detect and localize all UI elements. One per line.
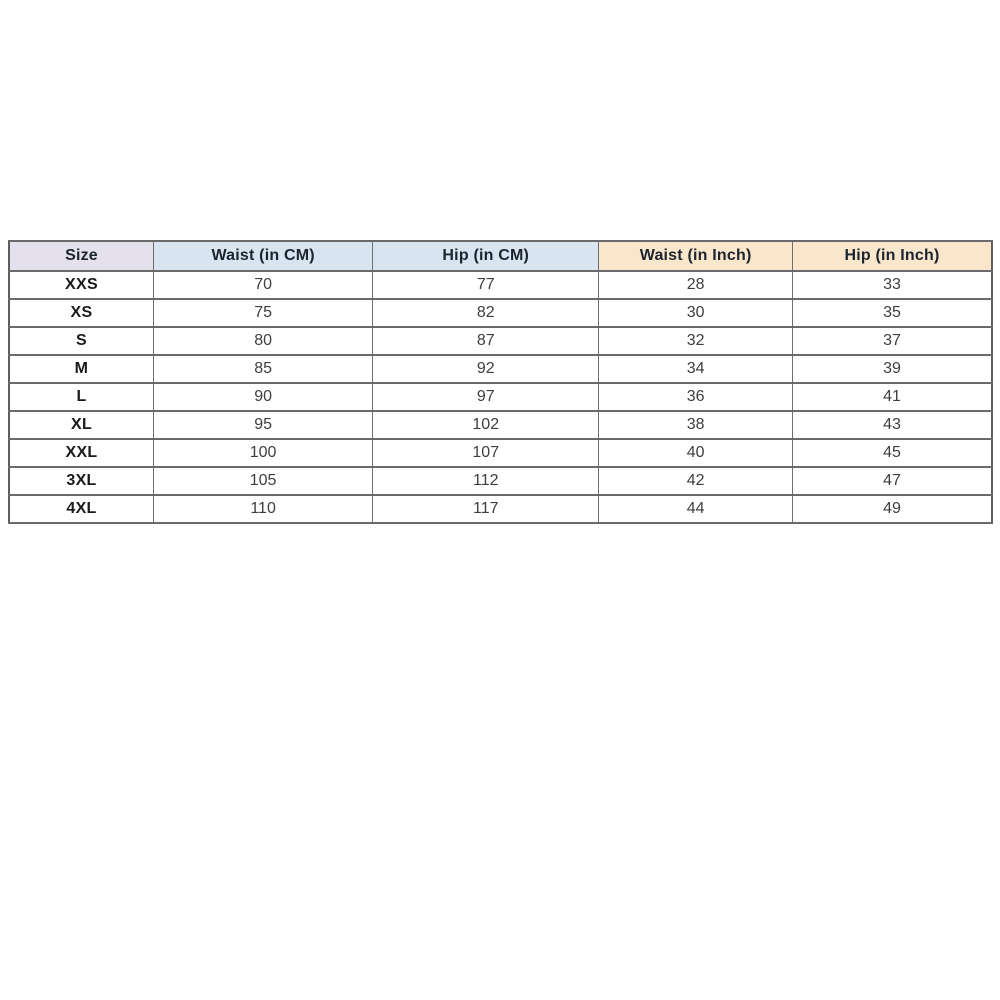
table-row: [9, 271, 992, 299]
cell-waist-inch: 28: [599, 271, 793, 299]
cell-hip-inch: 49: [792, 495, 992, 523]
cell-hip-cm: 117: [373, 495, 599, 523]
cell-waist-cm: 105: [154, 467, 373, 495]
header-row: [9, 241, 992, 271]
header-size: Size: [9, 241, 154, 271]
cell-hip-cm: 107: [373, 439, 599, 467]
cell-waist-cm: 100: [154, 439, 373, 467]
cell-size: XXL: [9, 439, 154, 467]
cell-waist-inch: 36: [599, 383, 793, 411]
cell-size: 4XL: [9, 495, 154, 523]
cell-waist-cm: 75: [154, 299, 373, 327]
table-row: [9, 439, 992, 467]
cell-hip-inch: 43: [792, 411, 992, 439]
cell-size: M: [9, 355, 154, 383]
cell-hip-inch: 33: [792, 271, 992, 299]
table-row: [9, 355, 992, 383]
cell-hip-cm: 82: [373, 299, 599, 327]
cell-waist-inch: 32: [599, 327, 793, 355]
header-waist-inch: Waist (in Inch): [599, 241, 793, 271]
cell-size: XS: [9, 299, 154, 327]
cell-waist-cm: 90: [154, 383, 373, 411]
table-row: [9, 299, 992, 327]
cell-hip-inch: 45: [792, 439, 992, 467]
cell-hip-inch: 39: [792, 355, 992, 383]
cell-hip-inch: 47: [792, 467, 992, 495]
header-hip-inch: Hip (in Inch): [792, 241, 992, 271]
cell-hip-cm: 92: [373, 355, 599, 383]
cell-waist-cm: 70: [154, 271, 373, 299]
cell-hip-cm: 97: [373, 383, 599, 411]
table-row: [9, 495, 992, 523]
table-row: [9, 467, 992, 495]
cell-hip-inch: 35: [792, 299, 992, 327]
cell-size: 3XL: [9, 467, 154, 495]
cell-hip-cm: 77: [373, 271, 599, 299]
cell-waist-cm: 95: [154, 411, 373, 439]
table-row: [9, 411, 992, 439]
cell-waist-inch: 30: [599, 299, 793, 327]
cell-waist-inch: 38: [599, 411, 793, 439]
size-chart-container: [8, 240, 993, 524]
cell-waist-cm: 80: [154, 327, 373, 355]
header-hip-cm: Hip (in CM): [373, 241, 599, 271]
cell-size: XXS: [9, 271, 154, 299]
cell-waist-inch: 40: [599, 439, 793, 467]
cell-waist-cm: 110: [154, 495, 373, 523]
cell-hip-cm: 112: [373, 467, 599, 495]
cell-waist-inch: 42: [599, 467, 793, 495]
cell-waist-cm: 85: [154, 355, 373, 383]
cell-hip-cm: 87: [373, 327, 599, 355]
cell-hip-inch: 37: [792, 327, 992, 355]
table-body: [9, 271, 992, 523]
size-chart-table: [8, 240, 993, 524]
cell-waist-inch: 34: [599, 355, 793, 383]
cell-hip-inch: 41: [792, 383, 992, 411]
table-header: [9, 241, 992, 271]
header-waist-cm: Waist (in CM): [154, 241, 373, 271]
table-row: [9, 383, 992, 411]
cell-size: L: [9, 383, 154, 411]
cell-size: XL: [9, 411, 154, 439]
cell-hip-cm: 102: [373, 411, 599, 439]
table-row: [9, 327, 992, 355]
cell-waist-inch: 44: [599, 495, 793, 523]
cell-size: S: [9, 327, 154, 355]
